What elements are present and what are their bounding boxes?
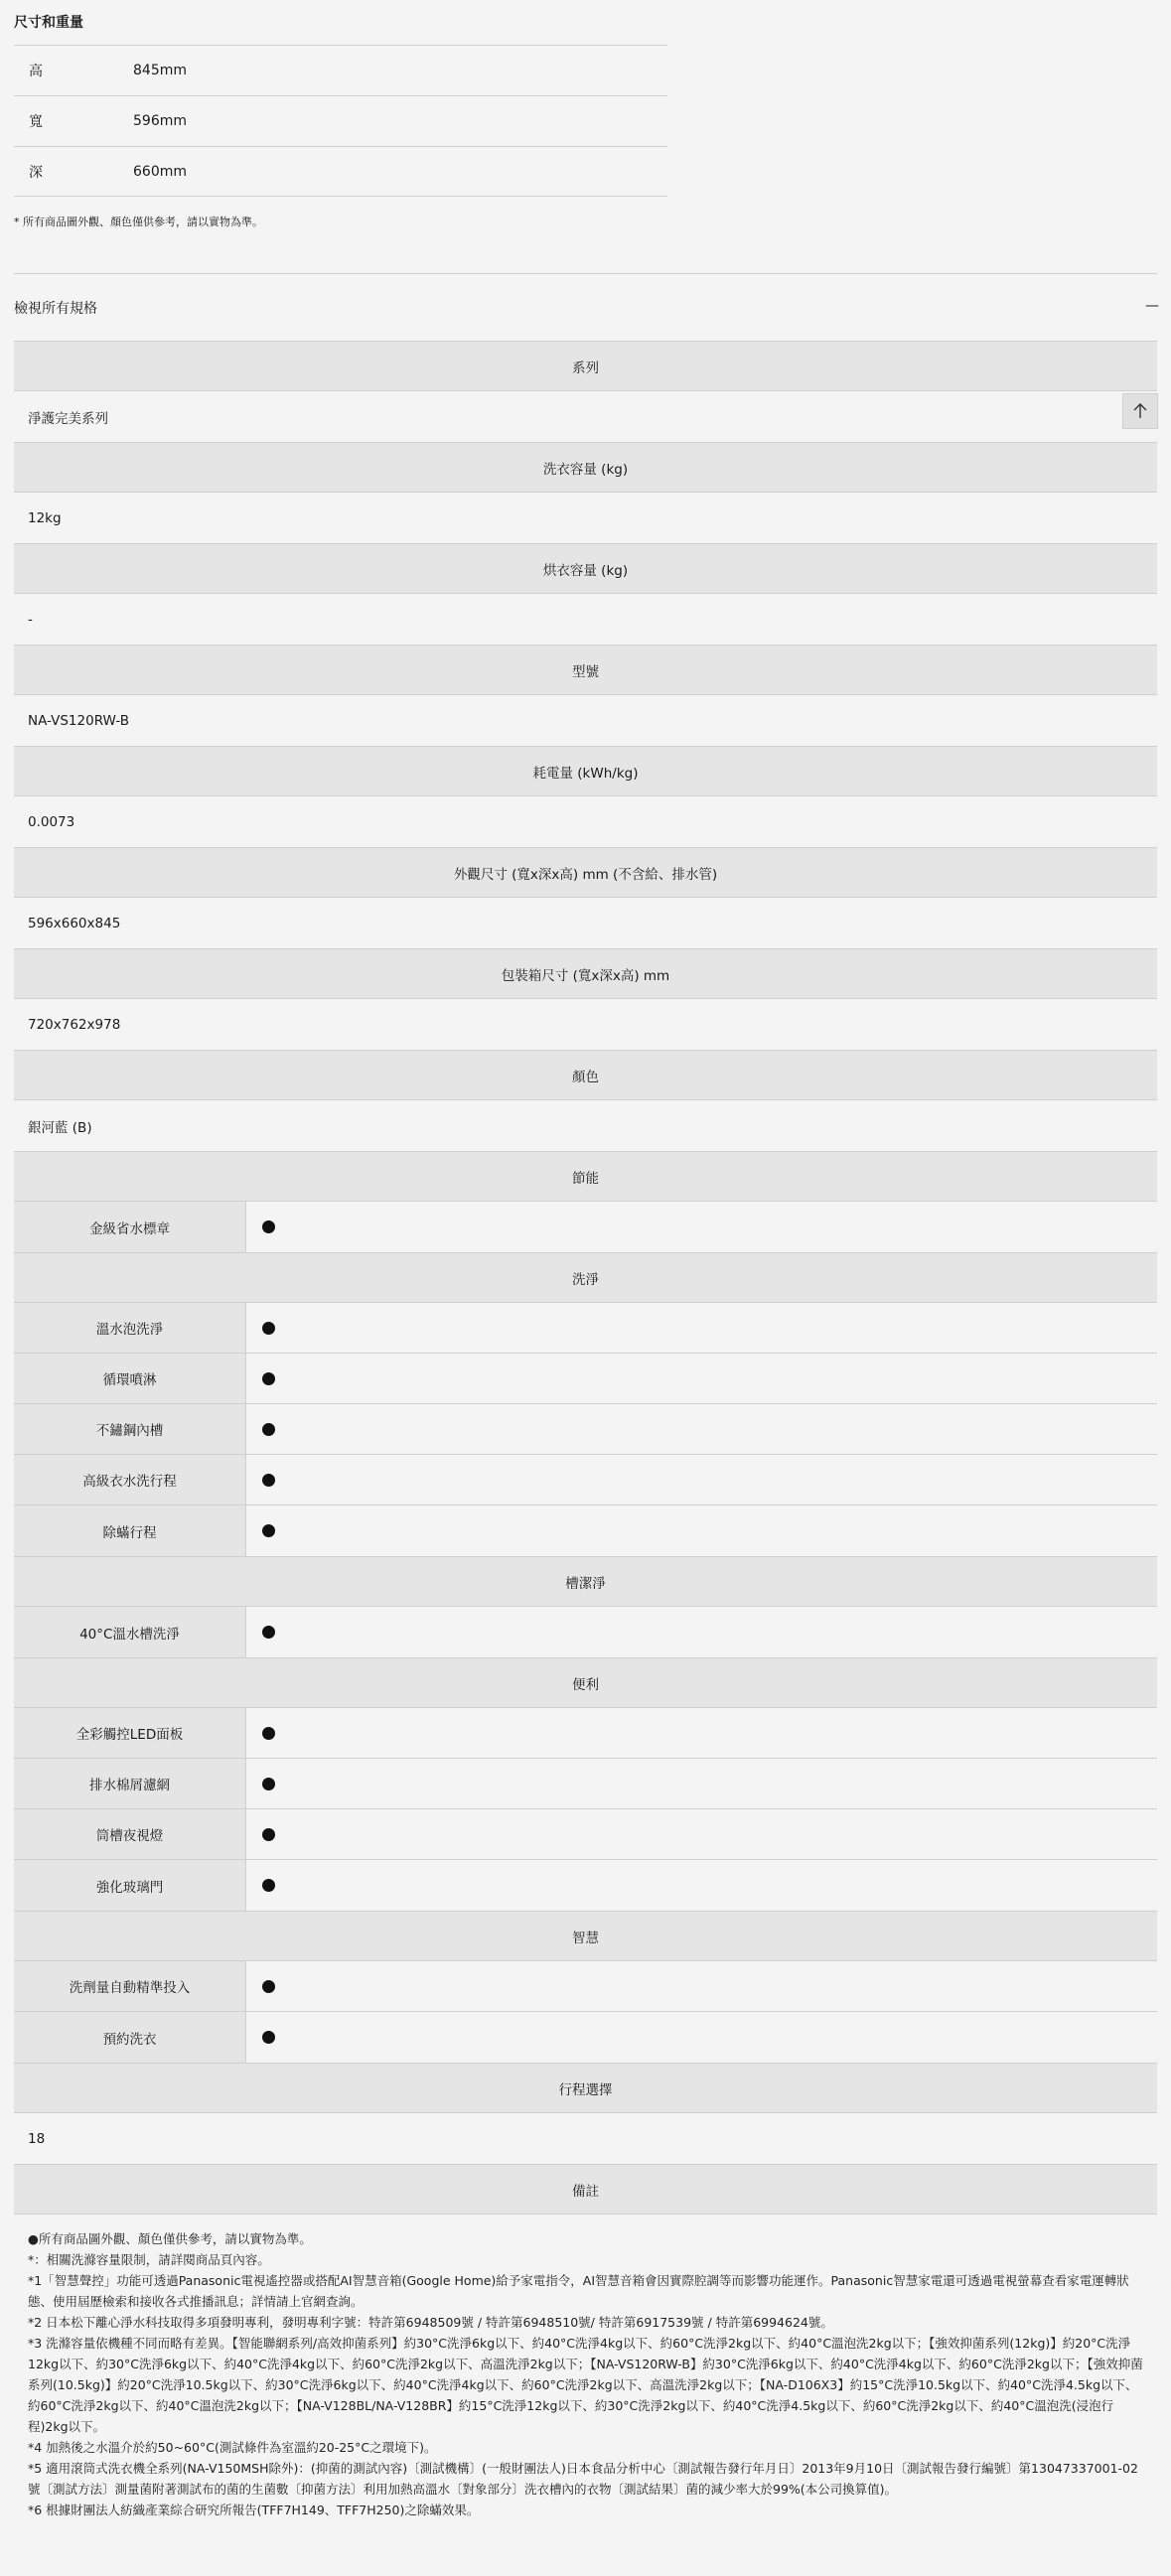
feature-row [14, 1505, 1157, 1556]
spec-value-package-size: 720x762x978 [28, 1016, 121, 1033]
dimensions-title: 尺寸和重量 [14, 15, 83, 31]
spec-header-outer-size: 外觀尺寸 (寬x深x高) mm (不含給、排水管) [14, 847, 1157, 898]
feature-label: 洗劑量自動精準投入 [14, 1961, 246, 2011]
spec-table [14, 341, 1157, 2520]
spec-header-package-size: 包裝箱尺寸 (寬x深x高) mm [14, 948, 1157, 999]
remark-line: *6 根據財團法人紡織產業綜合研究所報告(TFF7H149、TFF7H250)之除蟎效果。 [28, 2503, 480, 2517]
feature-row [14, 1303, 1157, 1354]
remark-line: *5 適用滾筒式洗衣機全系列(NA-V150MSH除外)：(抑菌的測試內容)〔測試機構〕(一般財團法人)日本食品分析中心〔測試報告發行年月日〕2013年9月10日〔測試報告發行編號〕第13047337001-02號〔測試方法〕測量菌附著測試布的菌的生菌數〔抑菌方法〕利用加熱高溫水〔對象部分〕洗衣槽內的衣物〔測試結果〕菌的減少率大於99%(本公司換算值)。 [28, 2461, 1138, 2497]
check-dot-icon [262, 1423, 275, 1436]
spec-header-tub-clean: 槽潔淨 [14, 1556, 1157, 1607]
feature-label: 預約洗衣 [14, 2012, 246, 2063]
check-dot-icon [262, 2031, 275, 2044]
remark-line: *3 洗滌容量依機種不同而略有差異。【智能聯網系列/高效抑菌系列】約30°C洗淨6kg以下、約40°C洗淨4kg以下、約60°C洗淨2kg以下、約40°C溫泡洗2kg以下；【強效抑菌系列(12kg)】約20°C洗淨12kg以下、約30°C洗淨6kg以下、約40°C洗淨4kg以下、約60°C洗淨2kg以下、高溫洗淨2kg以下；【NA-VS120RW-B】約30°C洗淨6kg以下、約40°C洗淨4kg以下、約60°C洗淨2kg以下；【強效抑菌系列(10.5kg)】約20°C洗淨10.5kg以下、約30°C洗淨6kg以下、約40°C洗淨4kg以下、約60°C洗淨2kg以下、高溫洗淨2kg以下；【NA-D106X3】約15°C洗淨10.5kg以下、約40°C洗淨4.5kg以下、約60°C洗淨2kg以下、約40°C溫泡洗2kg以下；【NA-V128BL/NA-V128BR】約15°C洗淨12kg以下、約30°C洗淨2kg以下、約40°C洗淨4.5kg以下、約60°C洗淨2kg以下、約40°C溫泡洗(浸泡行程)2kg以下。 [28, 2336, 1143, 2434]
feature-label: 全彩觸控LED面板 [14, 1708, 246, 1758]
feature-label: 溫水泡洗淨 [14, 1303, 246, 1353]
spec-value-dry-capacity: - [28, 611, 33, 628]
feature-row [14, 1354, 1157, 1404]
spec-value-series: 淨護完美系列 [28, 410, 108, 427]
dimension-row-depth [14, 146, 667, 197]
feature-label: 高級衣水洗行程 [14, 1455, 246, 1504]
spec-value-wash-capacity: 12kg [28, 509, 62, 526]
check-dot-icon [262, 1626, 275, 1639]
check-dot-icon [262, 1727, 275, 1740]
dimension-row-width [14, 95, 667, 146]
check-dot-icon [262, 1372, 275, 1385]
remark-line: *4 加熱後之水溫介於約50~60°C(測試條件為室溫約20-25°C之環境下)。 [28, 2440, 437, 2455]
check-dot-icon [262, 1524, 275, 1537]
dimensions-table [14, 45, 667, 197]
feature-row [14, 1961, 1157, 2012]
dimension-value: 596mm [133, 113, 187, 129]
spec-value-outer-size: 596x660x845 [28, 915, 121, 931]
remark-line: *：相關洗滌容量限制，請詳閱商品頁內容。 [28, 2252, 270, 2267]
spec-value-programs: 18 [28, 2130, 46, 2147]
remark-line: *2 日本松下離心淨水科技取得多項發明專利，發明專利字號：特許第6948509號 / 特許第6948510號/ 特許第6917539號 / 特許第6994624號。 [28, 2315, 833, 2330]
feature-row [14, 1860, 1157, 1911]
feature-row [14, 1809, 1157, 1860]
spec-header-energy: 節能 [14, 1151, 1157, 1202]
spec-header-clean: 洗淨 [14, 1252, 1157, 1303]
feature-row [14, 1404, 1157, 1455]
dimension-row-height [14, 45, 667, 95]
check-dot-icon [262, 1980, 275, 1993]
feature-row [14, 1759, 1157, 1809]
remark-line: ●所有商品圖外觀、顏色僅供參考，請以實物為準。 [28, 2231, 312, 2246]
check-dot-icon [262, 1220, 275, 1233]
spec-header-dry-capacity: 烘衣容量 (kg) [14, 543, 1157, 594]
spec-header-wash-capacity: 洗衣容量 (kg) [14, 442, 1157, 493]
view-all-specs-toggle[interactable]: 檢視所有規格 [14, 301, 97, 317]
dimension-label: 高 [29, 64, 43, 79]
check-dot-icon [262, 1879, 275, 1892]
feature-label: 強化玻璃門 [14, 1860, 246, 1911]
spec-value-color: 銀河藍 (B) [28, 1119, 92, 1136]
feature-label: 循環噴淋 [14, 1354, 246, 1403]
spec-header-power: 耗電量 (kWh/kg) [14, 746, 1157, 796]
spec-header-convenience: 便利 [14, 1657, 1157, 1708]
dimensions-note: * 所有商品圖外觀、顏色僅供參考，請以實物為準。 [14, 215, 263, 228]
spec-value-model: NA-VS120RW-B [28, 712, 129, 729]
feature-label: 排水棉屑濾網 [14, 1759, 246, 1808]
spec-header-smart: 智慧 [14, 1911, 1157, 1961]
feature-label: 不鏽鋼內槽 [14, 1404, 246, 1454]
collapse-icon[interactable]: — [1145, 298, 1159, 314]
feature-label: 筒槽夜視燈 [14, 1809, 246, 1859]
spec-header-color: 顏色 [14, 1050, 1157, 1100]
dimension-label: 深 [29, 164, 43, 181]
feature-row [14, 2012, 1157, 2063]
feature-row [14, 1708, 1157, 1759]
section-divider [14, 273, 1157, 274]
dimension-value: 845mm [133, 63, 187, 78]
feature-label: 除蟎行程 [14, 1505, 246, 1556]
remark-line: *1「智慧聲控」功能可透過Panasonic電視遙控器或搭配AI智慧音箱(Google Home)給予家電指令，AI智慧音箱會因實際腔調等而影響功能運作。Panasonic智慧家電還可透過電視螢幕查看家電運轉狀態、使用屆歷檢索和接收各式推播訊息；詳情請上官網查詢。 [28, 2273, 1129, 2309]
check-dot-icon [262, 1828, 275, 1841]
dimension-label: 寬 [29, 114, 43, 130]
feature-row [14, 1607, 1157, 1657]
spec-header-model: 型號 [14, 644, 1157, 695]
feature-row [14, 1202, 1157, 1252]
check-dot-icon [262, 1322, 275, 1335]
feature-label: 40°C溫水槽洗淨 [14, 1607, 246, 1657]
spec-header-programs: 行程選擇 [14, 2063, 1157, 2113]
remarks-notes [14, 2215, 1157, 2520]
feature-row [14, 1455, 1157, 1505]
spec-value-power: 0.0073 [28, 813, 75, 830]
spec-header-series: 系列 [14, 341, 1157, 391]
dimension-value: 660mm [133, 163, 187, 180]
spec-header-remarks: 備註 [14, 2164, 1157, 2215]
check-dot-icon [262, 1778, 275, 1790]
feature-label: 金級省水標章 [14, 1202, 246, 1252]
check-dot-icon [262, 1474, 275, 1487]
